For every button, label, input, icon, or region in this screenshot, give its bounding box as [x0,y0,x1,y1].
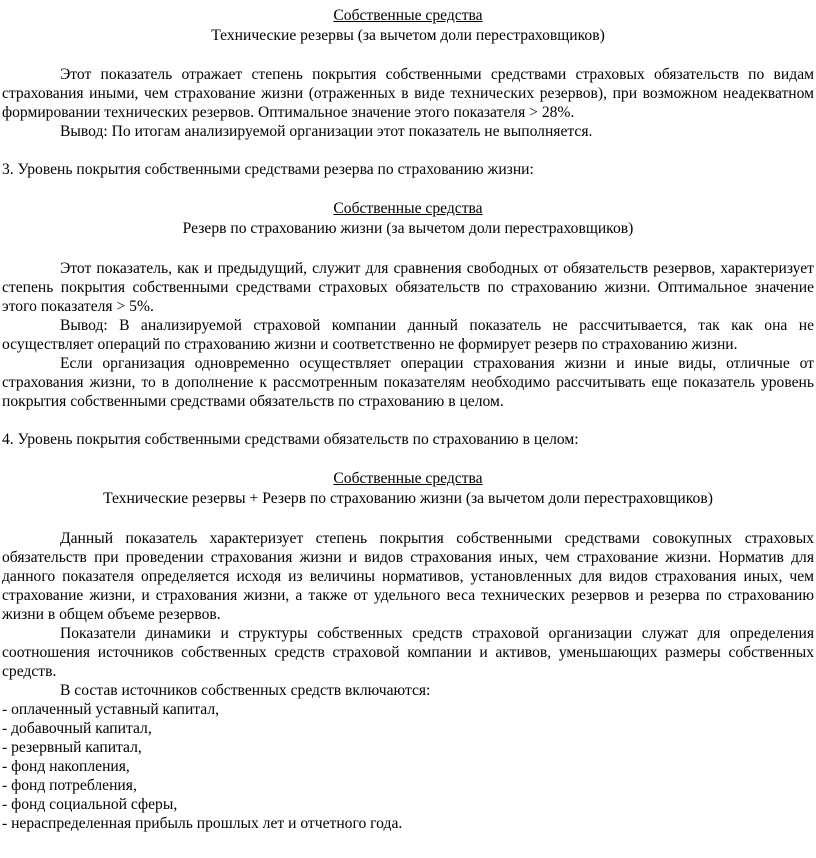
list-item: - фонд потребления, [2,777,137,794]
list-item: - фонд социальной сферы, [2,796,178,813]
own-funds-sources-list [2,700,814,833]
paragraph-conclusion: Вывод: По итогам анализируемой организации этот показатель не выполняется. [60,123,593,140]
paragraph-indicator-description: Этот показатель отражает степень покрытия собственными средствами страховых обязательств по видам страхования иными, чем страхование жизни (отраженных в виде технических резервов), при возможном неадекватном формировании технических резервов. Оптимальное значение этого показателя > 28%. [2,66,814,121]
paragraph-list-intro: В состав источников собственных средств включаются: [60,682,431,699]
list-item: - резервный капитал, [2,739,142,756]
list-item: - нераспределенная прибыль прошлых лет и отчетного года. [2,815,403,832]
paragraph-indicator-description: Данный показатель характеризует степень покрытия собственными средствами совокупных страховых обязательств при проведении страхования жизни и видов страхования иных, чем страхование жизни. Норматив для данного показателя определяется исходя из величины нормативов, установленных для видов страхования иных, чем страхование жизни, и страхования жизни, а также от удельного веса технических резервов и резерва по страхованию жизни в общем объеме резервов. [2,530,814,623]
paragraph-dynamics: Показатели динамики и структуры собственных средств страховой организации служат для определения соотношения источников собственных средств страховой компании и активов, уменьшающих размеры собственных средств. [2,625,814,680]
formula-numerator: Собственные средства [333,200,483,217]
list-item: - добавочный капитал, [2,720,152,737]
paragraph-note: Если организация одновременно осуществляет операции страхования жизни и иные виды, отличные от страхования жизни, то в дополнение к рассмотренным показателям необходимо рассчитывать еще показатель уровень покрытия собственными средствами обязательств по страхованию в целом. [2,355,814,410]
formula-numerator: Собственные средства [333,7,483,24]
formula-own-funds-to-total-obligations [2,469,814,509]
formula-denominator: Технические резервы + Резерв по страхованию жизни (за вычетом доли перестраховщиков) [103,490,713,507]
section-heading-3: 3. Уровень покрытия собственными средствами резерва по страхованию жизни: [2,161,534,178]
list-item: - оплаченный уставный капитал, [2,701,220,718]
list-item: - фонд накопления, [2,758,130,775]
formula-denominator: Резерв по страхованию жизни (за вычетом доли перестраховщиков) [182,220,634,237]
paragraph-indicator-description: Этот показатель, как и предыдущий, служит для сравнения свободных от обязательств резервов, характеризует степень покрытия собственными средствами страховых обязательств по страхованию жизни. Оптимальное значение этого показателя > 5%. [2,260,814,315]
formula-numerator: Собственные средства [333,470,483,487]
formula-denominator: Технические резервы (за вычетом доли перестраховщиков) [211,27,605,44]
formula-own-funds-to-technical-reserves [2,6,814,46]
formula-own-funds-to-life-reserve [2,199,814,239]
section-heading-4: 4. Уровень покрытия собственными средствами обязательств по страхованию в целом: [2,431,579,448]
paragraph-conclusion: Вывод: В анализируемой страховой компании данный показатель не рассчитывается, так как она не осуществляет операций по страхованию жизни и соответственно не формирует резерв по страхованию жизни. [2,317,814,353]
